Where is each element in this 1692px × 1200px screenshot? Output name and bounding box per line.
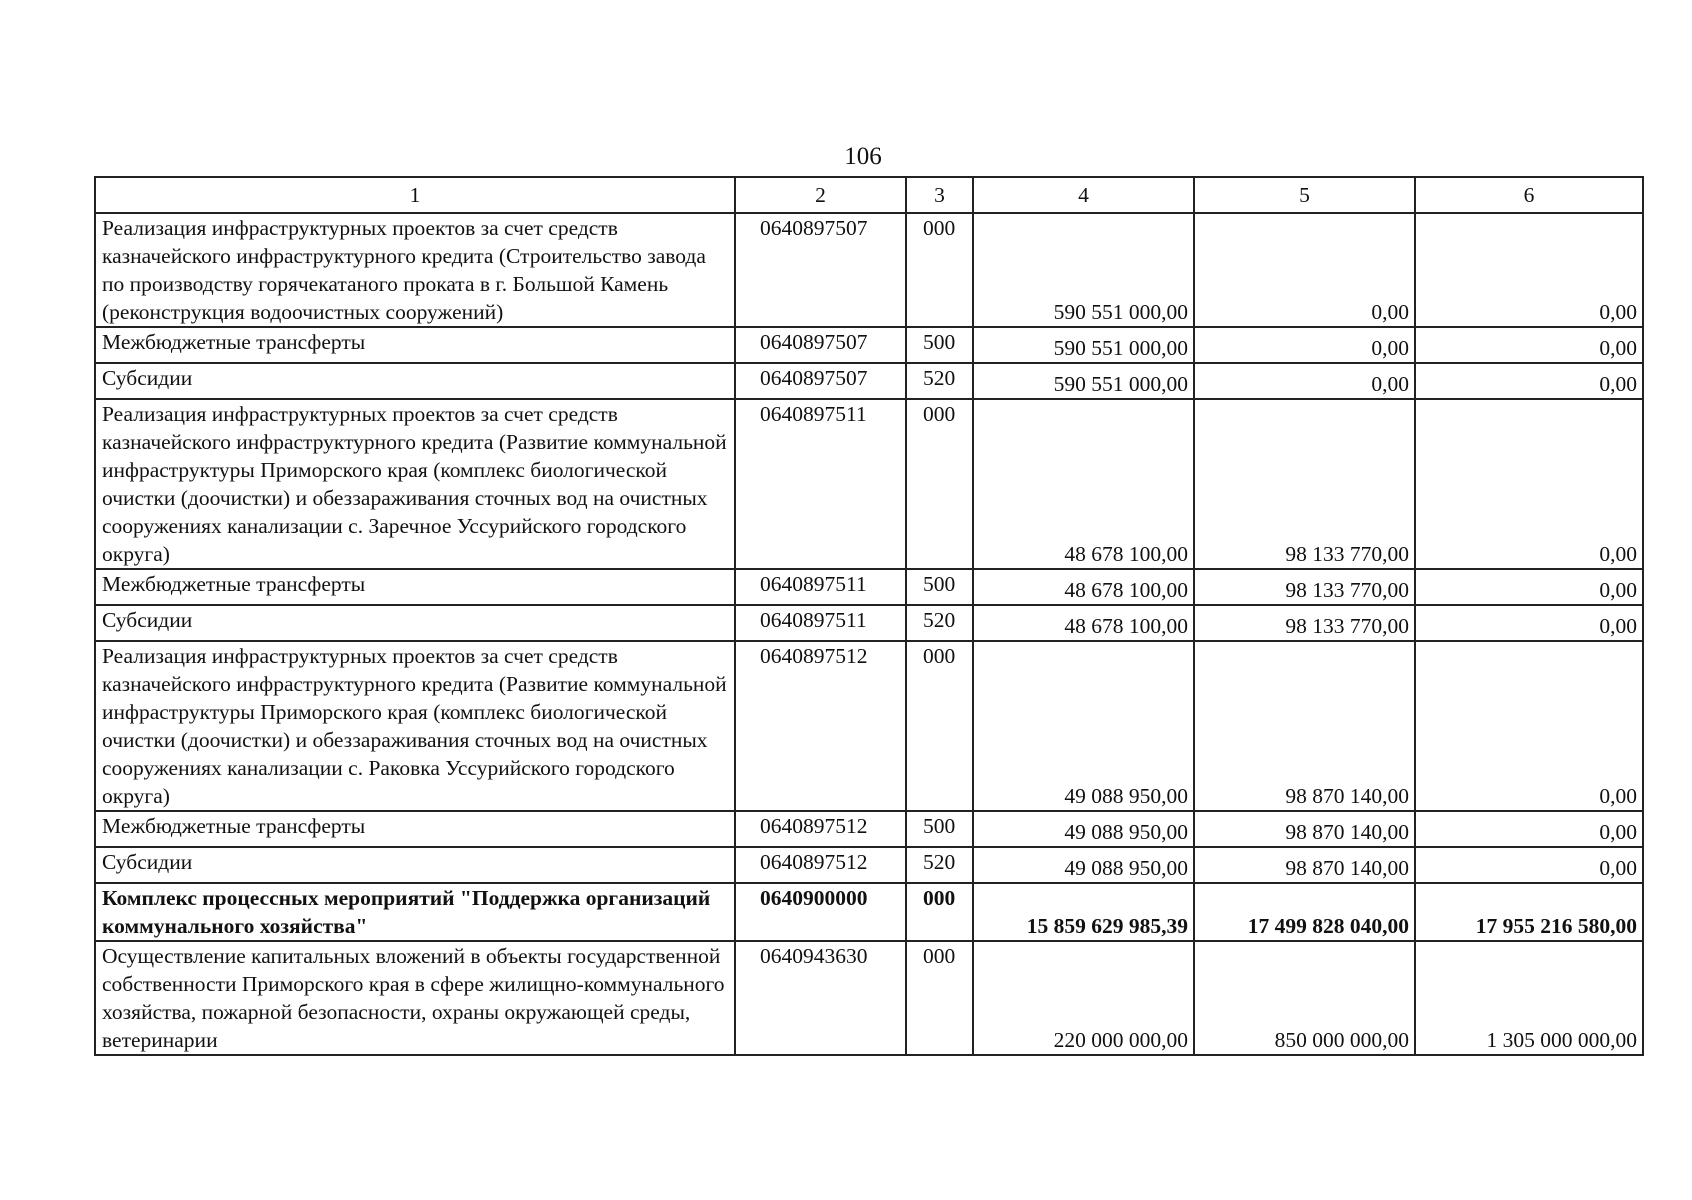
table-row xyxy=(95,363,1643,399)
table-row xyxy=(95,569,1643,605)
row-amount-col6-cell: 1 305 000 000,00 xyxy=(1415,941,1643,1055)
budget-table xyxy=(94,176,1644,1056)
row-code-cell: 0640943630 xyxy=(735,941,906,1055)
table-row xyxy=(95,883,1643,941)
row-amount-col5-cell: 98 133 770,00 xyxy=(1194,569,1415,605)
row-name-cell: Реализация инфраструктурных проектов за счет средств казначейского инфраструктурного кредита (Развитие коммунальной инфраструктуры Приморского края (комплекс биологической очистки (доочистки) и обеззараживания сточных вод на очистных сооружениях канализации с. Заречное Уссурийского городского округа) xyxy=(95,399,735,569)
row-type-cell: 000 xyxy=(906,883,973,941)
budget-table-body xyxy=(95,177,1643,1055)
table-row xyxy=(95,847,1643,883)
row-amount-col6-cell: 0,00 xyxy=(1415,605,1643,641)
row-amount-col6-cell: 0,00 xyxy=(1415,569,1643,605)
table-row xyxy=(95,327,1643,363)
row-amount-col4-cell: 49 088 950,00 xyxy=(973,811,1194,847)
row-type-cell: 000 xyxy=(906,213,973,327)
row-type-cell: 000 xyxy=(906,399,973,569)
row-amount-col4-cell: 48 678 100,00 xyxy=(973,569,1194,605)
row-name-cell: Межбюджетные трансферты xyxy=(95,569,735,605)
row-code-cell: 0640897507 xyxy=(735,363,906,399)
row-amount-col6-cell: 0,00 xyxy=(1415,847,1643,883)
row-type-cell: 500 xyxy=(906,327,973,363)
row-code-cell: 0640897512 xyxy=(735,847,906,883)
row-amount-col5-cell: 98 870 140,00 xyxy=(1194,641,1415,811)
row-code-cell: 0640897507 xyxy=(735,213,906,327)
row-amount-col4-cell: 590 551 000,00 xyxy=(973,213,1194,327)
row-type-cell: 000 xyxy=(906,641,973,811)
row-amount-col6-cell: 0,00 xyxy=(1415,399,1643,569)
row-code-cell: 0640897511 xyxy=(735,399,906,569)
row-code-cell: 0640900000 xyxy=(735,883,906,941)
row-amount-col4-cell: 220 000 000,00 xyxy=(973,941,1194,1055)
row-amount-col5-cell: 0,00 xyxy=(1194,327,1415,363)
table-row xyxy=(95,399,1643,569)
row-amount-col5-cell: 98 133 770,00 xyxy=(1194,605,1415,641)
row-amount-col5-cell: 17 499 828 040,00 xyxy=(1194,883,1415,941)
header-row xyxy=(95,177,1643,213)
column-header-1: 1 xyxy=(95,177,735,213)
row-name-cell: Реализация инфраструктурных проектов за счет средств казначейского инфраструктурного кредита (Развитие коммунальной инфраструктуры Приморского края (комплекс биологической очистки (доочистки) и обеззараживания сточных вод на очистных сооружениях канализации с. Раковка Уссурийского городского округа) xyxy=(95,641,735,811)
row-amount-col6-cell: 0,00 xyxy=(1415,363,1643,399)
column-header-6: 6 xyxy=(1415,177,1643,213)
table-row xyxy=(95,811,1643,847)
row-amount-col4-cell: 48 678 100,00 xyxy=(973,605,1194,641)
row-name-cell: Комплекс процессных мероприятий "Поддержка организаций коммунального хозяйства" xyxy=(95,883,735,941)
row-amount-col4-cell: 48 678 100,00 xyxy=(973,399,1194,569)
row-amount-col6-cell: 0,00 xyxy=(1415,811,1643,847)
row-code-cell: 0640897511 xyxy=(735,569,906,605)
row-code-cell: 0640897511 xyxy=(735,605,906,641)
row-amount-col4-cell: 15 859 629 985,39 xyxy=(973,883,1194,941)
table-row xyxy=(95,641,1643,811)
page-number: 106 xyxy=(844,143,882,170)
row-amount-col6-cell: 0,00 xyxy=(1415,213,1643,327)
row-type-cell: 520 xyxy=(906,363,973,399)
row-amount-col5-cell: 98 870 140,00 xyxy=(1194,811,1415,847)
row-amount-col4-cell: 590 551 000,00 xyxy=(973,327,1194,363)
row-name-cell: Субсидии xyxy=(95,847,735,883)
row-name-cell: Субсидии xyxy=(95,363,735,399)
column-header-5: 5 xyxy=(1194,177,1415,213)
table-row xyxy=(95,605,1643,641)
row-name-cell: Реализация инфраструктурных проектов за счет средств казначейского инфраструктурного кредита (Строительство завода по производству горячекатаного проката в г. Большой Камень (реконструкция водоочистных сооружений) xyxy=(95,213,735,327)
row-type-cell: 520 xyxy=(906,605,973,641)
column-header-2: 2 xyxy=(735,177,906,213)
row-type-cell: 500 xyxy=(906,811,973,847)
row-amount-col4-cell: 49 088 950,00 xyxy=(973,847,1194,883)
row-type-cell: 000 xyxy=(906,941,973,1055)
row-name-cell: Субсидии xyxy=(95,605,735,641)
row-name-cell: Межбюджетные трансферты xyxy=(95,811,735,847)
row-type-cell: 520 xyxy=(906,847,973,883)
row-amount-col4-cell: 49 088 950,00 xyxy=(973,641,1194,811)
table-row xyxy=(95,941,1643,1055)
row-amount-col6-cell: 17 955 216 580,00 xyxy=(1415,883,1643,941)
row-type-cell: 500 xyxy=(906,569,973,605)
row-code-cell: 0640897507 xyxy=(735,327,906,363)
column-header-4: 4 xyxy=(973,177,1194,213)
table-row xyxy=(95,213,1643,327)
row-amount-col6-cell: 0,00 xyxy=(1415,641,1643,811)
row-amount-col5-cell: 0,00 xyxy=(1194,213,1415,327)
row-code-cell: 0640897512 xyxy=(735,811,906,847)
row-code-cell: 0640897512 xyxy=(735,641,906,811)
row-amount-col5-cell: 98 133 770,00 xyxy=(1194,399,1415,569)
row-amount-col5-cell: 850 000 000,00 xyxy=(1194,941,1415,1055)
row-amount-col6-cell: 0,00 xyxy=(1415,327,1643,363)
row-amount-col5-cell: 98 870 140,00 xyxy=(1194,847,1415,883)
row-name-cell: Межбюджетные трансферты xyxy=(95,327,735,363)
row-name-cell: Осуществление капитальных вложений в объекты государственной собственности Приморского края в сфере жилищно-коммунального хозяйства, пожарной безопасности, охраны окружающей среды, ветеринарии xyxy=(95,941,735,1055)
row-amount-col4-cell: 590 551 000,00 xyxy=(973,363,1194,399)
column-header-3: 3 xyxy=(906,177,973,213)
row-amount-col5-cell: 0,00 xyxy=(1194,363,1415,399)
